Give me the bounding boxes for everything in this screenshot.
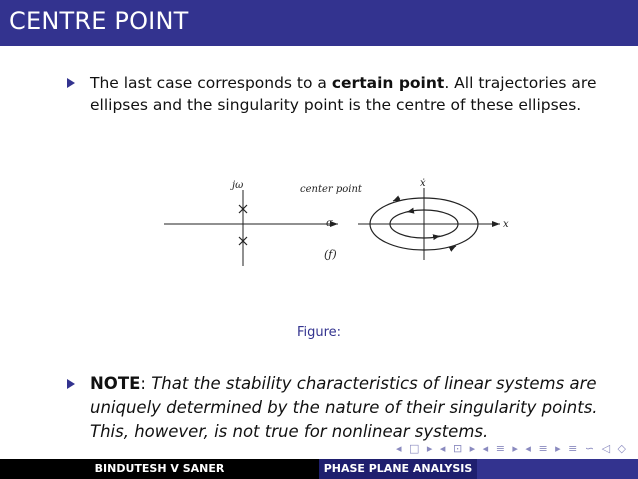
bullet-item-2 [67,372,617,442]
slide-title: CENTRE POINT [9,7,189,35]
bullet-triangle-icon [67,379,75,389]
figure-caption: Figure: [296,325,342,340]
bullet1-bold-text: certain point [331,74,445,92]
note-bold-label: NOTE [90,374,141,393]
bullet-text-2 [90,372,610,444]
bullet1-text-end: . All trajectories are ellipses and the singularity point is the centre of these ellipses. [90,74,597,114]
footer-topic: PHASE PLANE ANALYSIS [319,459,477,479]
bullet1-text-start: The last case corresponds to a [90,74,332,92]
x-axis-label: x [503,219,509,230]
slide-header [0,0,638,46]
bullet-text-1 [90,72,600,116]
phase-plane-axis-arrowhead [492,221,500,227]
beamer-navigation-symbols[interactable]: ◂ □ ▸ ◂ ⊡ ▸ ◂ ≡ ▸ ◂ ≡ ▸ ≡ ∽ ◁ ◇ [396,442,629,455]
f-label: (ƒ) [324,248,337,261]
bullet-triangle-icon [67,78,75,88]
note-italic-text: That the stability characteristics of linear systems are uniquely determined by the nature of their singularity points. This, however, is not true for nonlinear systems. [90,374,598,441]
bullet-item-1 [67,72,597,142]
center-point-figure [150,172,520,268]
xdot-axis-label: ẋ [420,178,426,189]
sigma-axis-label: σ [326,218,333,229]
note-colon: : [140,374,152,393]
footer-author: BINDUTESH V SANER [0,459,319,479]
center-point-label: center point [300,184,362,195]
slide-footer [0,459,638,479]
footer-right-band [477,459,638,479]
jw-axis-label: jω [232,180,244,191]
